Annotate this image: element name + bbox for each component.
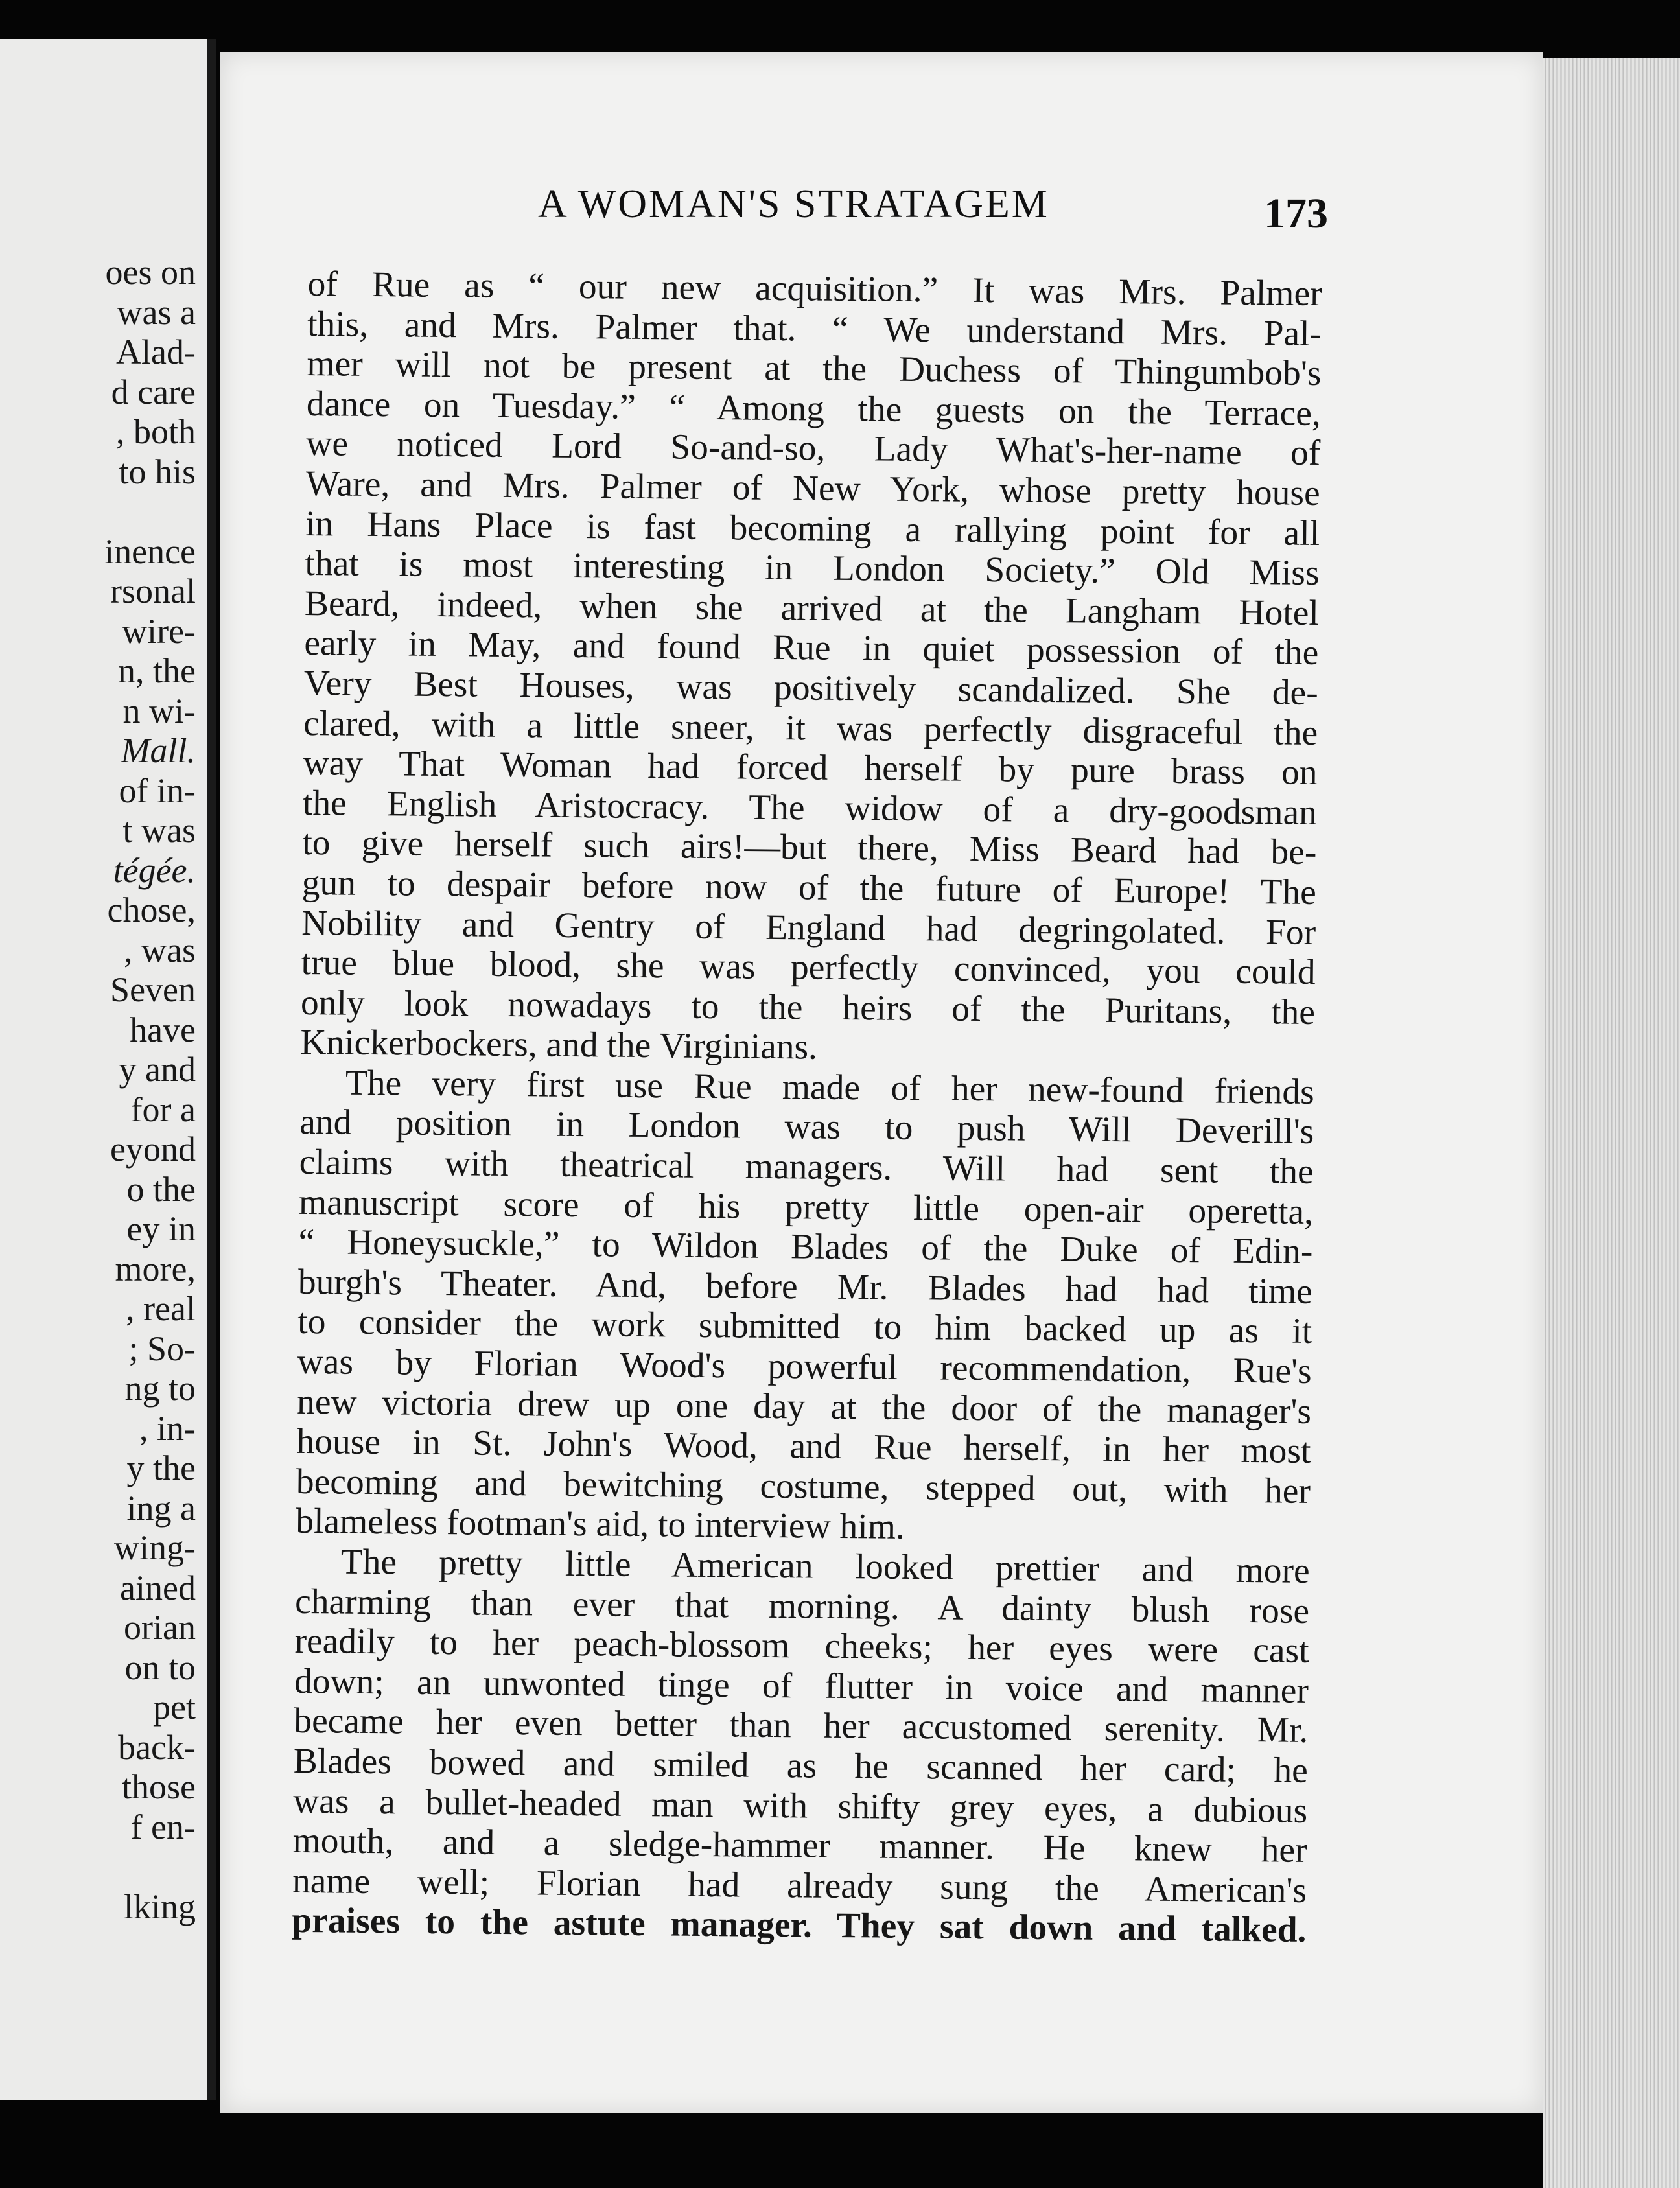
body-line: became her even better than her accustomed serenity. Mr. (294, 1701, 1309, 1751)
page-number: 173 (1264, 190, 1328, 237)
left-page-line: orian (124, 1608, 196, 1647)
left-facing-page (0, 39, 216, 2100)
left-page-line: more, (115, 1249, 196, 1288)
body-line: only look nowadays to the heirs of the Puritans, the (300, 983, 1316, 1032)
body-line: early in May, and found Rue in quiet possession of the (304, 623, 1319, 673)
left-page-line: t was (122, 811, 196, 850)
left-page-line: was a (117, 292, 196, 332)
left-page-line: d care (111, 372, 196, 412)
left-page-line: , was (124, 930, 196, 970)
body-line: down; an unwonted tinge of flutter in voice and manner (294, 1661, 1309, 1711)
body-line: to give herself such airs!—but there, Miss Beard had be- (302, 823, 1317, 873)
body-line: Knickerbockers, and the Virginians. (300, 1023, 818, 1067)
left-page-line: ained (120, 1568, 196, 1607)
left-page-line: eyond (110, 1130, 196, 1169)
left-page-line: chose, (107, 890, 196, 929)
body-line: this, and Mrs. Palmer that. “ We understand Mrs. Pal- (307, 304, 1322, 354)
body-line: clared, with a little sneer, it was perfectly disgraceful the (303, 703, 1318, 753)
left-page-line: of in- (119, 771, 196, 810)
body-line: was a bullet-headed man with shifty grey eyes, a dubious (292, 1781, 1308, 1831)
body-line: we noticed Lord So-and-so, Lady What's-her-name of (306, 424, 1321, 474)
left-page-line: Seven (110, 970, 196, 1009)
left-page-line: back- (118, 1727, 196, 1767)
body-line: “ Honeysuckle,” to Wildon Blades of the Duke of Edin- (298, 1222, 1313, 1272)
left-page-line: oes on (105, 253, 196, 292)
left-page-line: on to (124, 1647, 196, 1687)
left-page-line: inence (104, 531, 196, 571)
left-page-line: tégée. (113, 850, 196, 890)
body-line: Blades bowed and smiled as he scanned her card; he (293, 1741, 1309, 1791)
body-line: name well; Florian had already sung the American's (292, 1861, 1307, 1911)
page-edge-stack (1543, 58, 1680, 2188)
left-page-line: rsonal (110, 572, 196, 611)
left-page-line: o the (126, 1169, 196, 1209)
body-line: that is most interesting in London Society.” Old Miss (305, 544, 1320, 594)
left-page-line: Mall. (121, 731, 196, 770)
left-page-text-fragments (104, 253, 196, 1927)
body-line: and position in London was to push Will Deverill's (299, 1102, 1314, 1152)
body-line: to consider the work submitted to him backed up as it (298, 1302, 1312, 1352)
body-line: The pretty little American looked prettier and more (340, 1542, 1311, 1591)
left-page-line: have (130, 1010, 196, 1049)
body-line: Nobility and Gentry of England had degringolated. For (301, 903, 1316, 953)
body-line: The very first use Rue made of her new-found friends (345, 1063, 1315, 1112)
body-line: new victoria drew up one day at the door of the manager's (296, 1382, 1312, 1432)
left-page-line: f en- (130, 1807, 196, 1846)
left-page-line: ; So- (128, 1329, 196, 1368)
left-page-line: wing- (114, 1528, 196, 1567)
body-line: dance on Tuesday.” “ Among the guests on the Terrace, (306, 384, 1322, 434)
body-line: blameless footman's aid, to interview him. (296, 1502, 905, 1548)
left-page-line (104, 1847, 196, 1887)
left-page-line: y and (119, 1050, 196, 1089)
left-page-line: ing a (126, 1488, 196, 1528)
running-title: A WOMAN'S STRATAGEM (538, 182, 1049, 226)
left-page-line: lking (123, 1887, 196, 1926)
body-line: way That Woman had forced herself by pure brass on (303, 743, 1318, 793)
left-page-line (104, 492, 196, 532)
body-line: mouth, and a sledge-hammer manner. He knew her (292, 1821, 1307, 1871)
left-page-line: n, the (118, 651, 196, 690)
left-page-line: Alad- (116, 332, 196, 371)
body-line: was by Florian Wood's powerful recommendation, Rue's (297, 1342, 1312, 1391)
left-page-line: pet (153, 1688, 196, 1727)
body-line: house in St. John's Wood, and Rue herself, in her most (296, 1422, 1311, 1472)
body-line: Ware, and Mrs. Palmer of New York, whose pretty house (305, 463, 1320, 513)
body-line: mer will not be present at the Duchess of Thingumbob's (307, 344, 1322, 394)
left-page-line: n wi- (122, 691, 196, 730)
body-line: readily to her peach-blossom cheeks; her eyes were cast (294, 1622, 1309, 1671)
body-line: of Rue as “ our new acquisition.” It was Mrs. Palmer (307, 264, 1322, 314)
left-page-line: for a (130, 1089, 196, 1129)
left-page-line: , both (115, 412, 196, 451)
left-page-line: wire- (122, 611, 196, 651)
body-line: burgh's Theater. And, before Mr. Blades had had time (298, 1262, 1313, 1312)
body-line: claims with theatrical managers. Will had sent the (299, 1143, 1314, 1193)
body-line: Beard, indeed, when she arrived at the Langham Hotel (304, 583, 1320, 633)
left-page-line: , real (126, 1289, 196, 1328)
left-page-line: y the (126, 1449, 196, 1487)
body-line: gun to despair before now of the future of Europe! The (301, 863, 1317, 913)
body-line: manuscript score of his pretty little open-air operetta, (298, 1182, 1314, 1232)
body-line: becoming and bewitching costume, stepped out, with her (296, 1461, 1311, 1511)
body-line: Very Best Houses, was positively scandalized. She de- (303, 663, 1319, 713)
left-page-line: those (122, 1767, 196, 1806)
body-line: true blue blood, she was perfectly convinced, you could (301, 943, 1316, 993)
left-page-line: ey in (126, 1209, 196, 1248)
left-page-line: ng to (124, 1369, 196, 1408)
body-line: charming than ever that morning. A dainty blush rose (294, 1581, 1310, 1631)
left-page-line: to his (119, 452, 196, 491)
left-page-line: , in- (139, 1408, 196, 1448)
body-line: in Hans Place is fast becoming a rallying point for all (305, 504, 1320, 553)
body-line: the English Aristocracy. The widow of a dry-goodsman (302, 783, 1318, 833)
body-line: praises to the astute manager. They sat down and talked. (292, 1901, 1307, 1951)
body-text (292, 264, 1322, 1951)
